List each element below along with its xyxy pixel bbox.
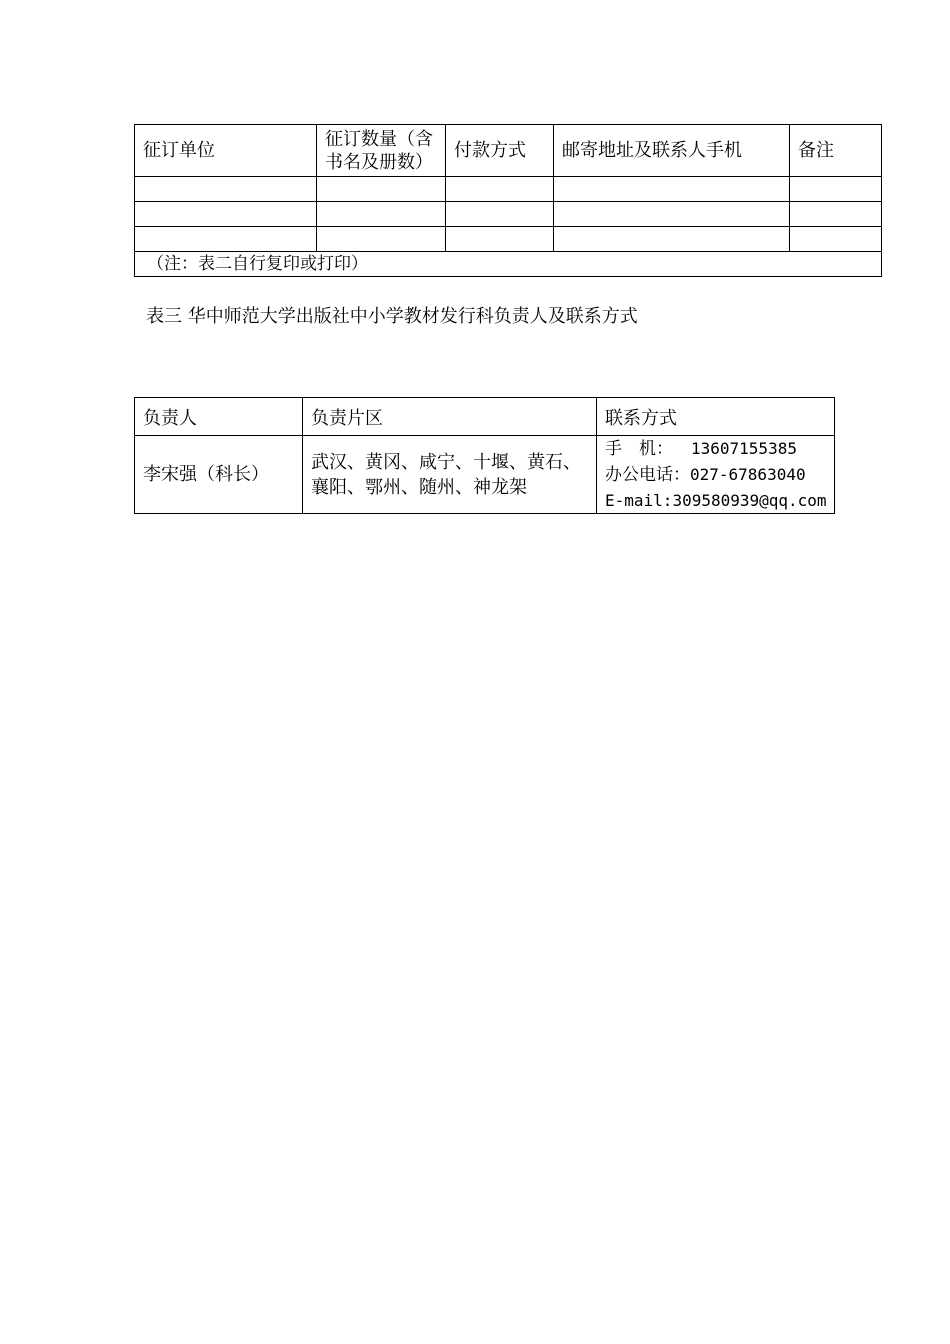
- empty-cell: [446, 177, 554, 202]
- empty-cell: [446, 227, 554, 252]
- header-order-unit: 征订单位: [135, 125, 317, 177]
- email-line: [605, 488, 826, 513]
- empty-cell: [135, 227, 317, 252]
- empty-cell: [446, 202, 554, 227]
- table-row: [135, 436, 835, 514]
- email-address[interactable]: 309580939@qq.com: [672, 491, 827, 510]
- empty-cell: [135, 202, 317, 227]
- table-row: [135, 177, 882, 202]
- region-list: 武汉、黄冈、咸宁、十堰、黄石、襄阳、鄂州、随州、神龙架: [303, 436, 597, 514]
- mobile-line: [605, 436, 826, 462]
- header-order-quantity: 征订数量（含书名及册数）: [317, 125, 446, 177]
- table-note: （注：表二自行复印或打印）: [135, 252, 882, 277]
- person-name: 李宋强（科长）: [135, 436, 303, 514]
- header-payment-method: 付款方式: [446, 125, 554, 177]
- order-table-header-row: [135, 125, 882, 177]
- header-remarks: 备注: [790, 125, 882, 177]
- header-person: 负责人: [135, 398, 303, 436]
- office-phone-label: 办公电话：: [605, 465, 690, 485]
- contact-table-header-row: [135, 398, 835, 436]
- empty-cell: [317, 227, 446, 252]
- header-contact: 联系方式: [597, 398, 835, 436]
- email-label: E-mail:: [605, 491, 673, 510]
- empty-cell: [790, 202, 882, 227]
- office-phone-number: 027-67863040: [690, 465, 806, 484]
- empty-cell: [790, 227, 882, 252]
- order-form-table: [134, 124, 882, 277]
- office-phone-line: [605, 462, 826, 488]
- note-row: [135, 252, 882, 277]
- empty-cell: [790, 177, 882, 202]
- empty-cell: [317, 202, 446, 227]
- contact-table: [134, 397, 835, 514]
- mobile-label: 手 机：: [605, 439, 673, 459]
- empty-cell: [317, 177, 446, 202]
- empty-cell: [554, 202, 790, 227]
- empty-cell: [554, 177, 790, 202]
- contact-details: [597, 436, 835, 514]
- table-row: [135, 202, 882, 227]
- table3-caption: 表三 华中师范大学出版社中小学教材发行科负责人及联系方式: [146, 306, 638, 327]
- header-mailing-address: 邮寄地址及联系人手机: [554, 125, 790, 177]
- mobile-number: 13607155385: [691, 439, 797, 458]
- header-region: 负责片区: [303, 398, 597, 436]
- table-row: [135, 227, 882, 252]
- empty-cell: [135, 177, 317, 202]
- empty-cell: [554, 227, 790, 252]
